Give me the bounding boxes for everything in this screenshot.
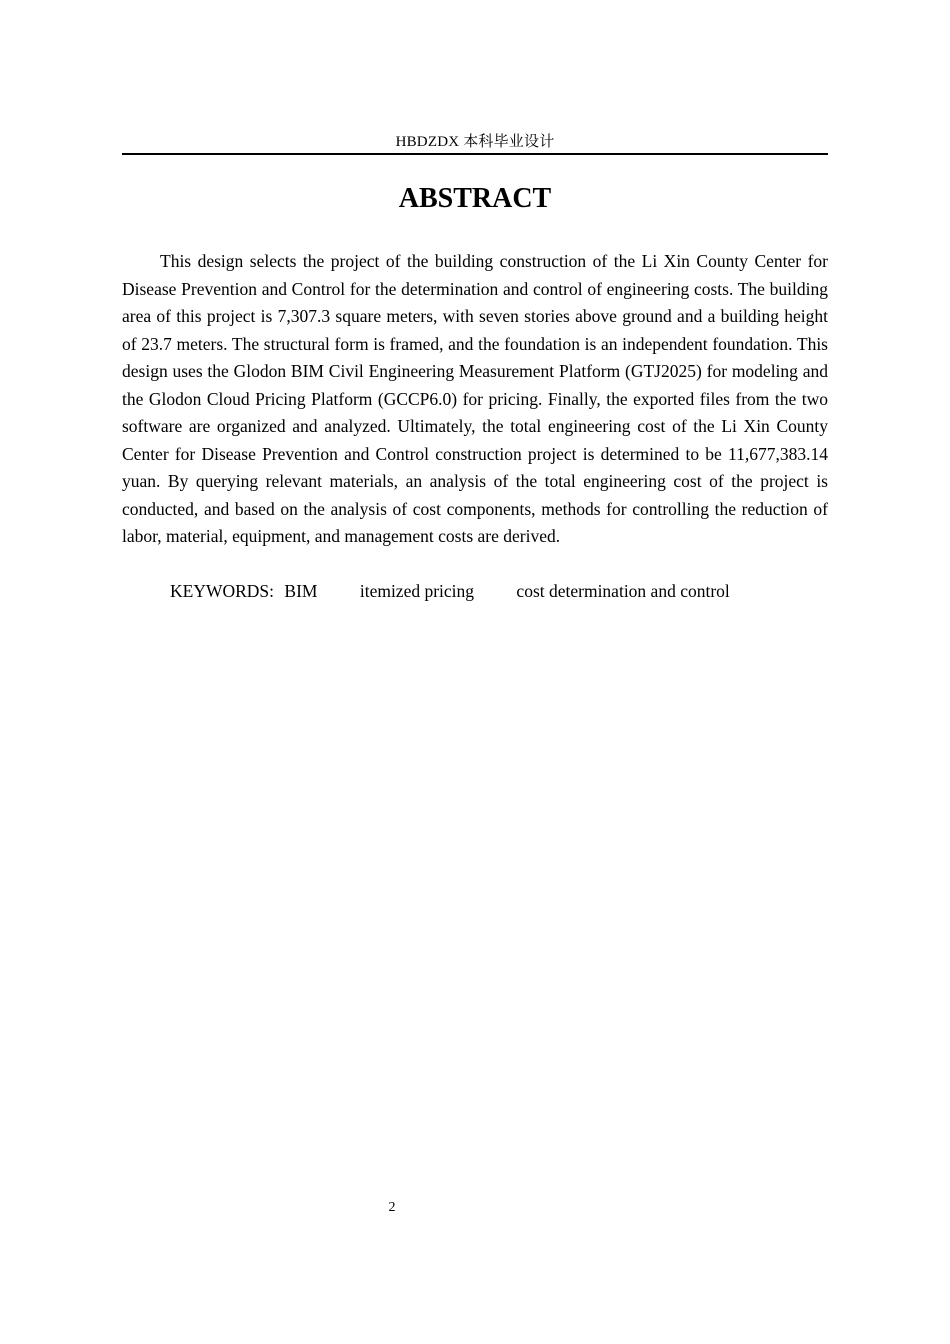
abstract-title: ABSTRACT [398,183,552,214]
keywords-label: KEYWORDS: [170,581,275,601]
keyword-term: cost determination and control [516,581,730,601]
header-rule [122,153,828,155]
keywords-line [170,578,730,606]
abstract-body: This design selects the project of the building construction of the Li Xin County Center for Disease Prevention and Control for the determination and control of engineering costs. The building area of this project is 7,307.3 square meters, with seven stories above ground and a building height of 23.7 meters. The structural form is framed, and the foundation is an independent foundation. This design uses the Glodon BIM Civil Engineering Measurement Platform (GTJ2025) for modeling and the Glodon Cloud Pricing Platform (GCCP6.0) for pricing. Finally, the exported files from the two software are organized and analyzed. Ultimately, the total engineering cost of the Li Xin County Center for Disease Prevention and Control construction project is determined to be 11,677,383.14 yuan. By querying relevant materials, an analysis of the total engineering cost of the project is conducted, and based on the analysis of cost components, methods for controlling the reduction of labor, material, equipment, and management costs are derived. [122,251,828,546]
keyword-term: itemized pricing [359,581,475,601]
running-header: HBDZDX 本科毕业设计 [395,134,555,150]
page-number: 2 [388,1200,396,1215]
keyword-term: BIM [284,581,318,601]
